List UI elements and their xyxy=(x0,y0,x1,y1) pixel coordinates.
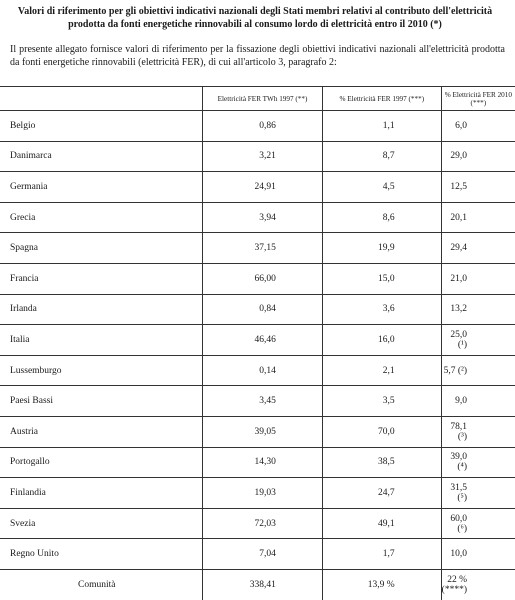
cell-pct-1997: 16,0 xyxy=(322,325,441,356)
cell-country: Germania xyxy=(0,172,203,203)
cell-pct-2010: 5,7 (²) xyxy=(441,355,515,386)
table-row xyxy=(0,233,515,264)
cell-twh-1997: 3,45 xyxy=(203,386,323,417)
cell-twh-1997: 3,21 xyxy=(203,141,323,172)
table-row xyxy=(0,447,515,478)
cell-twh-1997: 46,46 xyxy=(203,325,323,356)
cell-pct-1997: 38,5 xyxy=(322,447,441,478)
intro-paragraph: Il presente allegato fornisce valori di riferimento per la fissazione degli obiettivi indicativi nazionali all'elettricità prodotta da fonti energetiche rinnovabili (elettricità FER), di cui all'articolo 3, paragrafo 2: xyxy=(10,43,505,69)
cell-country: Irlanda xyxy=(0,294,203,325)
cell-pct-2010: 9,0 xyxy=(441,386,515,417)
cell-twh-1997: 37,15 xyxy=(203,233,323,264)
cell-twh-1997: 24,91 xyxy=(203,172,323,203)
cell-pct-1997: 1,1 xyxy=(322,111,441,142)
cell-pct-1997: 49,1 xyxy=(322,508,441,539)
header-pct-2010: % Elettricità FER 2010 (***) xyxy=(441,87,515,111)
table-row xyxy=(0,172,515,203)
table-header-row xyxy=(0,87,515,111)
cell-pct-1997: 8,7 xyxy=(322,141,441,172)
cell-pct-1997: 1,7 xyxy=(322,539,441,570)
cell-twh-1997: 0,84 xyxy=(203,294,323,325)
cell-pct-1997: 4,5 xyxy=(322,172,441,203)
cell-country: Finlandia xyxy=(0,478,203,509)
cell-country: Francia xyxy=(0,263,203,294)
table-row xyxy=(0,355,515,386)
cell-country: Spagna xyxy=(0,233,203,264)
cell-twh-1997: 7,04 xyxy=(203,539,323,570)
table-row xyxy=(0,141,515,172)
cell-pct-2010: 6,0 xyxy=(441,111,515,142)
header-twh-1997: Elettricità FER TWh 1997 (**) xyxy=(203,87,323,111)
cell-country: Austria xyxy=(0,416,203,447)
cell-pct-2010: 25,0 (¹) xyxy=(441,325,515,356)
cell-twh-1997: 0,86 xyxy=(203,111,323,142)
cell-country: Svezia xyxy=(0,508,203,539)
cell-pct-1997: 13,9 % xyxy=(322,569,441,600)
cell-country: Danimarca xyxy=(0,141,203,172)
cell-pct-2010: 29,4 xyxy=(441,233,515,264)
cell-pct-1997: 15,0 xyxy=(322,263,441,294)
table-row xyxy=(0,386,515,417)
cell-pct-2010: 31,5 (⁵) xyxy=(441,478,515,509)
cell-country: Lussemburgo xyxy=(0,355,203,386)
cell-pct-2010: 10,0 xyxy=(441,539,515,570)
cell-pct-1997: 2,1 xyxy=(322,355,441,386)
cell-pct-2010: 29,0 xyxy=(441,141,515,172)
table-row xyxy=(0,478,515,509)
cell-twh-1997: 3,94 xyxy=(203,202,323,233)
cell-twh-1997: 19,03 xyxy=(203,478,323,509)
cell-pct-1997: 19,9 xyxy=(322,233,441,264)
cell-pct-2010: 78,1 (³) xyxy=(441,416,515,447)
table-row xyxy=(0,202,515,233)
cell-pct-2010: 39,0 (⁴) xyxy=(441,447,515,478)
cell-country: Regno Unito xyxy=(0,539,203,570)
cell-twh-1997: 72,03 xyxy=(203,508,323,539)
table-row xyxy=(0,294,515,325)
renewable-electricity-table xyxy=(0,86,515,600)
cell-pct-1997: 3,6 xyxy=(322,294,441,325)
cell-pct-1997: 8,6 xyxy=(322,202,441,233)
cell-pct-1997: 3,5 xyxy=(322,386,441,417)
cell-pct-1997: 24,7 xyxy=(322,478,441,509)
cell-pct-1997: 70,0 xyxy=(322,416,441,447)
cell-twh-1997: 338,41 xyxy=(203,569,323,600)
cell-country: Belgio xyxy=(0,111,203,142)
cell-pct-2010: 60,0 (⁶) xyxy=(441,508,515,539)
cell-pct-2010: 12,5 xyxy=(441,172,515,203)
header-pct-1997: % Elettricità FER 1997 (***) xyxy=(322,87,441,111)
cell-twh-1997: 0,14 xyxy=(203,355,323,386)
cell-country: Paesi Bassi xyxy=(0,386,203,417)
cell-pct-2010: 22 % (****) xyxy=(441,569,515,600)
header-country xyxy=(0,87,203,111)
cell-country: Grecia xyxy=(0,202,203,233)
cell-twh-1997: 39,05 xyxy=(203,416,323,447)
document-title: Valori di riferimento per gli obiettivi indicativi nazionali degli Stati membri relativi al contributo dell'elettricità prodotta da fonti energetiche rinnovabili al consumo lordo di elettricità entro il 2010 (*) xyxy=(10,5,500,31)
table-row xyxy=(0,263,515,294)
cell-pct-2010: 13,2 xyxy=(441,294,515,325)
cell-twh-1997: 66,00 xyxy=(203,263,323,294)
cell-twh-1997: 14,30 xyxy=(203,447,323,478)
cell-country: Comunità xyxy=(0,569,203,600)
table-row xyxy=(0,508,515,539)
table-body xyxy=(0,111,515,600)
table-row xyxy=(0,416,515,447)
table-row xyxy=(0,325,515,356)
table-row xyxy=(0,539,515,570)
cell-country: Portogallo xyxy=(0,447,203,478)
cell-country: Italia xyxy=(0,325,203,356)
table-row xyxy=(0,111,515,142)
cell-pct-2010: 21,0 xyxy=(441,263,515,294)
cell-pct-2010: 20,1 xyxy=(441,202,515,233)
